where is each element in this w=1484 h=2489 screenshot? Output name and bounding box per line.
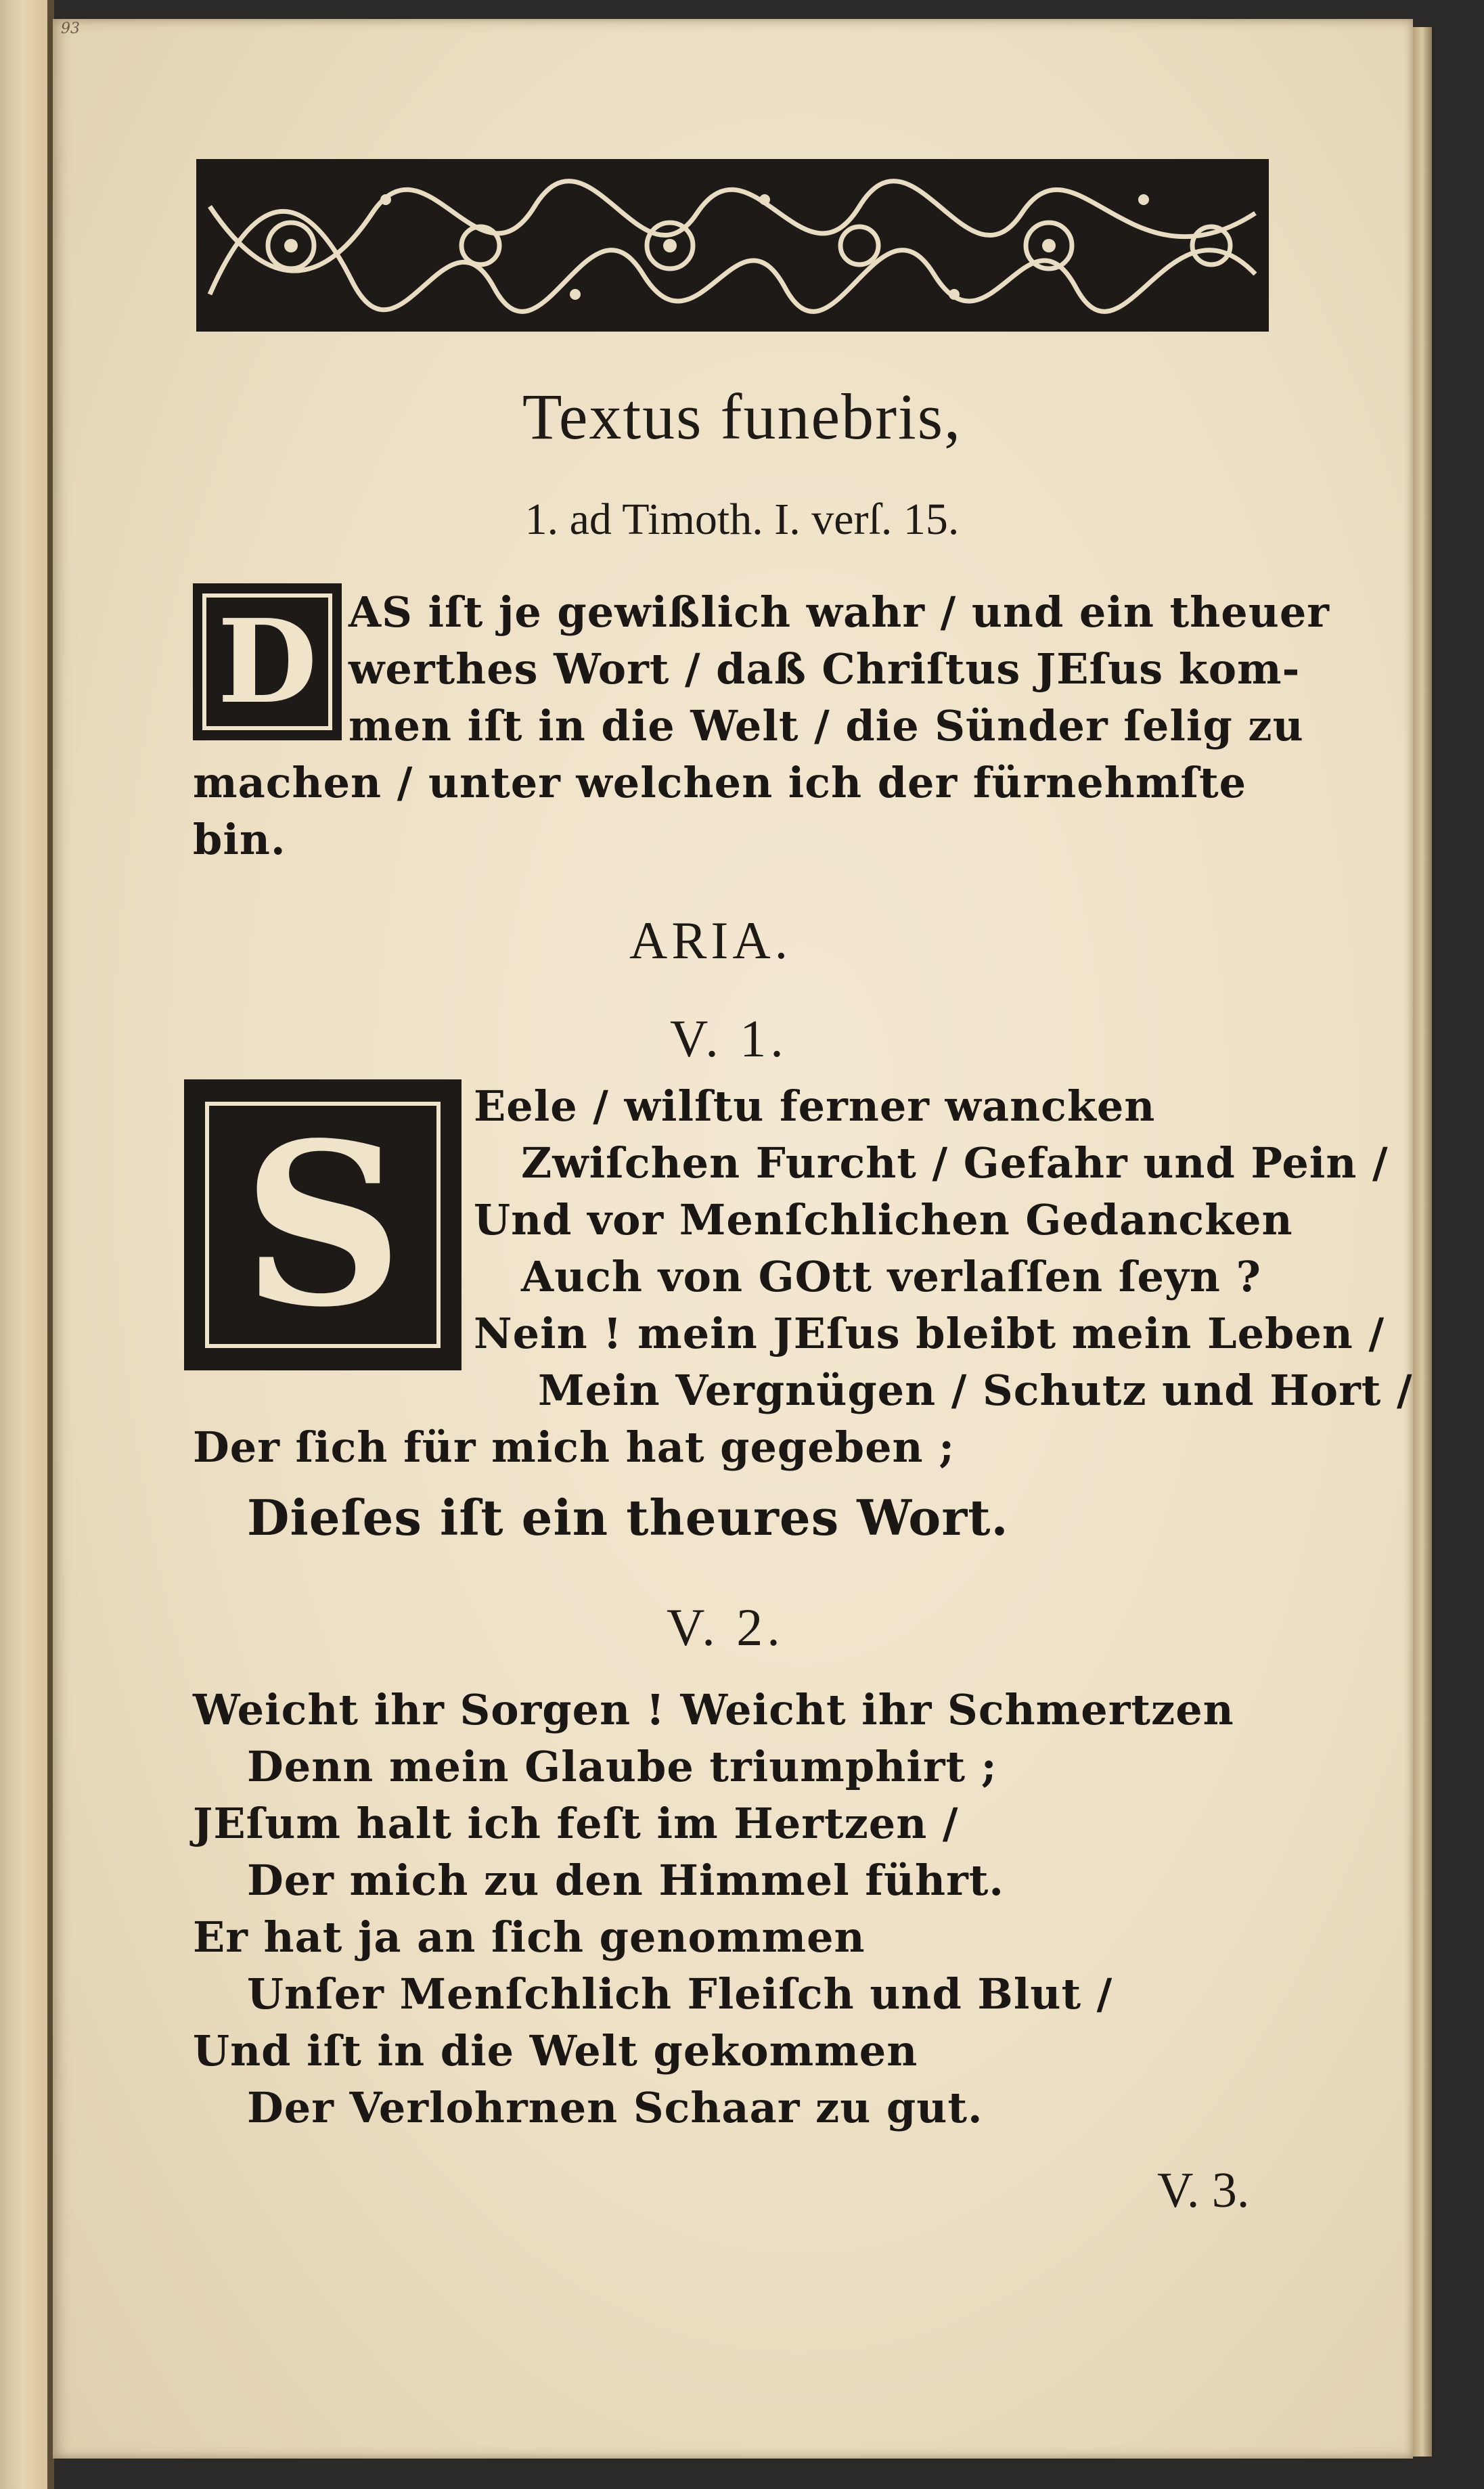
- verse-line: Dieſes iſt ein theures Wort.: [247, 1489, 1009, 1546]
- scripture-line: machen / unter welchen ich der fürnehmſte: [193, 758, 1247, 807]
- header-ornament-icon: [196, 159, 1269, 332]
- scripture-line: AS iſt je gewißlich wahr / und ein theuer: [348, 587, 1330, 637]
- aria-heading: ARIA.: [629, 911, 792, 970]
- verse-line: Unſer Menſchlich Fleiſch und Blut /: [247, 1969, 1113, 2019]
- scripture-line: werthes Wort / daß Chriſtus JEſus kom-: [348, 644, 1301, 694]
- dropcap-letter: S: [205, 1102, 441, 1349]
- verse-line: Und iſt in die Welt gekommen: [193, 2026, 918, 2076]
- dropcap-letter: D: [202, 593, 332, 730]
- verse-line: Und vor Menſchlichen Gedancken: [474, 1195, 1293, 1244]
- verse-line: Er hat ja an ſich genommen: [193, 1912, 865, 1962]
- verse-1-heading: V. 1.: [670, 1009, 788, 1068]
- scripture-line: bin.: [193, 815, 286, 864]
- verse-2-heading: V. 2.: [667, 1598, 784, 1657]
- scripture-line: men iſt in die Welt / die Sünder ſelig zu: [348, 701, 1304, 750]
- scripture-reference: 1. ad Timoth. I. verſ. 15.: [524, 495, 960, 544]
- book-binding: [0, 0, 51, 2489]
- verse-line: Der Verlohrnen Schaar zu gut.: [247, 2083, 983, 2132]
- verse-line: Der ſich für mich hat gegeben ;: [193, 1422, 955, 1472]
- verse-line: Weicht ihr Sorgen ! Weicht ihr Schmertzen: [193, 1685, 1234, 1734]
- verse-line: Der mich zu den Himmel führt.: [247, 1856, 1004, 1905]
- verse-line: Nein ! mein JEſus bleibt mein Leben /: [474, 1309, 1385, 1358]
- verse-line: Denn mein Glaube triumphirt ;: [247, 1742, 997, 1791]
- dropcap-d-icon: [193, 583, 342, 740]
- verse-line: Eele / wilſtu ferner wancken: [474, 1081, 1156, 1131]
- verse-line: JEſum halt ich feſt im Hertzen /: [193, 1799, 959, 1848]
- verse-line: Mein Vergnügen / Schutz und Hort /: [538, 1366, 1413, 1415]
- verse-line: Zwiſchen Furcht / Gefahr und Pein /: [521, 1138, 1389, 1188]
- dropcap-s-icon: [184, 1079, 462, 1370]
- page-number: 93: [61, 20, 80, 37]
- verse-line: Auch von GOtt verlaſſen ſeyn ?: [521, 1252, 1261, 1301]
- page-title: Textus funebris,: [522, 380, 962, 453]
- catchword: V. 3.: [1157, 2163, 1250, 2218]
